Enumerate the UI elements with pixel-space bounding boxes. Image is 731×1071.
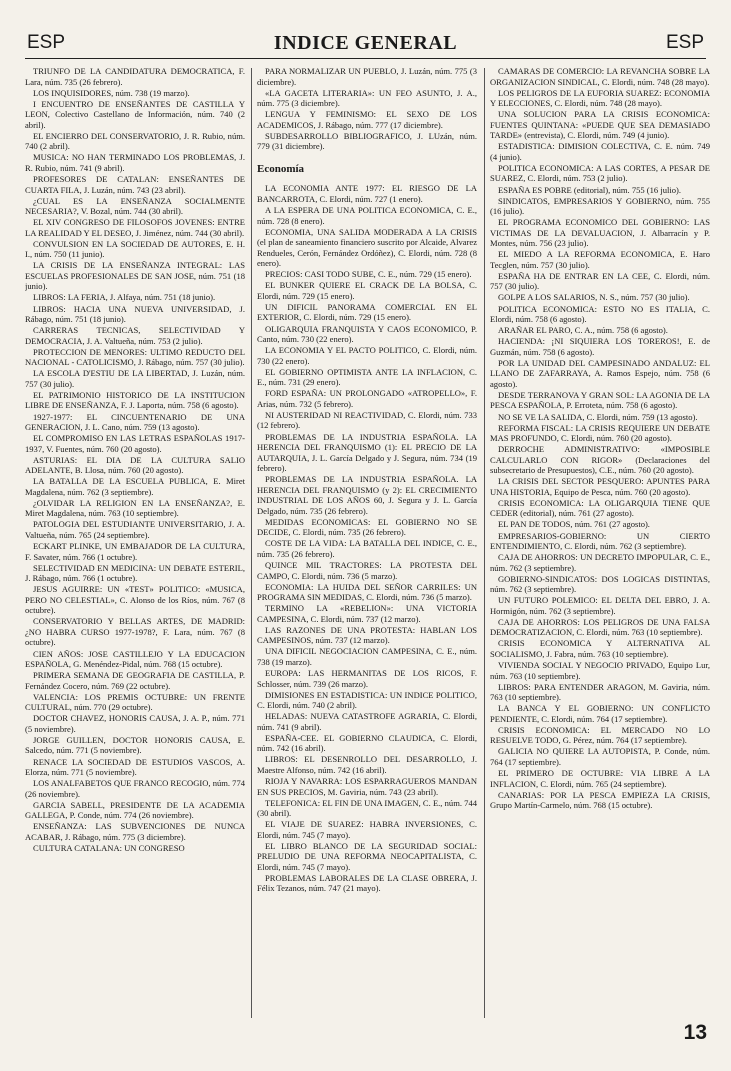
- index-entry: PROTECCION DE MENORES: ULTIMO REDUCTO DEL NACIONAL - CATOLICISMO, J. Rábago, núm. 757 (30 julio).: [25, 346, 245, 368]
- index-entry: RIOJA Y NAVARRA: LOS ESPARRAGUEROS MANDAN EN SUS PRECIOS, M. Gaviria, núm. 743 (23 abril).: [257, 776, 477, 797]
- index-entry: ARAÑAR EL PARO, C. A., núm. 758 (6 agosto).: [498, 325, 668, 336]
- index-entry: CARRERAS TECNICAS, SELECTIVIDAD Y DEMOCRACIA, J. A. Valtueña, núm. 753 (2 julio).: [25, 325, 245, 346]
- index-entry: ECONOMIA, UNA SALIDA MODERADA A LA CRISIS (el plan de saneamiento financiero suscrito por Alcaide, Alvarez Rendueles, Cerón, Fernández Ordóñez), C. Elordi, núm. 728 (8 enero).: [257, 226, 477, 269]
- index-entry: 1927-1977: EL CINCUENTENARIO DE UNA GENERACION, J. L. Cano, núm. 759 (13 agosto).: [25, 411, 245, 433]
- index-entry: VALENCIA: LOS PREMIS OCTUBRE: UN FRENTE CULTURAL, núm. 770 (29 octubre).: [25, 691, 245, 713]
- index-entry: ECONOMIA: LA HUIDA DEL SEÑOR CARRILES: UN PROGRAMA SIN MEDIDAS, C. Elordi, núm. 736 (5 marzo).: [257, 581, 477, 603]
- column-2: [257, 66, 477, 1026]
- index-entry: SELECTIVIDAD EN MEDICINA: UN DEBATE ESTERIL, J. Rábago, núm. 766 (1 octubre).: [25, 562, 245, 584]
- index-entry: LA ECONOMIA ANTE 1977: EL RIESGO DE LA BANCARROTA, C. Elordi, núm. 727 (1 enero).: [257, 183, 477, 204]
- index-entry: POLITICA ECONOMICA: ESTO NO ES ITALIA, C. Elordi, núm. 758 (6 agosto).: [490, 303, 710, 325]
- index-entry: SUBDESARROLLO BIBLIOGRAFICO, J. LUzán, núm. 779 (31 diciembre).: [257, 130, 477, 152]
- index-entry: PROBLEMAS DE LA INDUSTRIA ESPAÑOLA. LA HERENCIA DEL FRANQUISMO (y 2): EL CRECIMIENTO INDUSTRIAL DE LOS AÑOS 60, J. Segura y J. L. García Delgado, núm. 735 (26 febrero).: [257, 474, 477, 516]
- index-entry: ¿OLVIDAR LA RELIGION EN LA ENSEÑANZA?, E. Miret Magdalena, núm. 763 (10 septiembre).: [25, 497, 245, 519]
- index-entry: EL VIAJE DE SUAREZ: HABRA INVERSIONES, C. Elordi, núm. 745 (7 mayo).: [257, 819, 477, 840]
- index-entry: DERROCHE ADMINISTRATIVO: «IMPOSIBLE CALCULARLO CON RIGOR» (Declaraciones del subsecretario de Presupuestos), C.E., núm. 760 (20 agosto).: [490, 444, 710, 476]
- index-entry: LA BANCA Y EL GOBIERNO: UN CONFLICTO PENDIENTE, C. Elordi, núm. 764 (17 septiembre).: [490, 703, 710, 724]
- index-entry: PRIMERA SEMANA DE GEOGRAFIA DE CASTILLA, P. Fernández Cocero, núm. 769 (22 octubre).: [25, 670, 245, 691]
- index-entry: HELADAS: NUEVA CATASTROFE AGRARIA, C. Elordi, núm. 741 (9 abril).: [257, 711, 477, 732]
- index-entry: CONVULSION EN LA SOCIEDAD DE AUTORES, E. H. I., núm. 750 (11 junio).: [25, 238, 245, 260]
- index-entry: LAS RAZONES DE UNA PROTESTA: HABLAN LOS CAMPESINOS, núm. 737 (12 marzo).: [257, 624, 477, 646]
- index-entry: NO SE VE LA SALIDA, C. Elordi, núm. 759 (13 agosto).: [498, 411, 698, 422]
- index-entry: LIBROS: EL DESENROLLO DEL DESARROLLO, J. Maestre Alfonso, núm. 742 (16 abril).: [257, 754, 477, 775]
- column-divider: [251, 68, 252, 1018]
- index-entry: EL BUNKER QUIERE EL CRACK DE LA BOLSA, C. Elordi, núm. 729 (15 enero).: [257, 280, 477, 301]
- index-entry: LA CRISIS DEL SECTOR PESQUERO: APUNTES PARA UNA HISTORIA, Equipo de Pesca, núm. 760 (20 agosto).: [490, 476, 710, 497]
- index-entry: UNA SOLUCION PARA LA CRISIS ECONOMICA: FUENTES QUINTANA: «PUEDE QUE SEA DEMASIADO TARDE» (entrevista), C. Elordi, núm. 749 (4 junio).: [490, 109, 710, 141]
- column-2-culture-entries: [257, 66, 477, 152]
- index-entry: LIBROS: LA FERIA, J. Alfaya, núm. 751 (18 junio).: [33, 292, 216, 303]
- index-entry: GARCIA SABELL, PRESIDENTE DE LA ACADEMIA GALLEGA, P. Conde, núm. 774 (26 noviembre).: [25, 799, 245, 821]
- column-divider: [484, 68, 485, 1018]
- index-entry: PROBLEMAS LABORALES DE LA CLASE OBRERA, J. Félix Tezanos, núm. 747 (21 mayo).: [257, 872, 477, 894]
- index-entry: DESDE TERRANOVA Y GRAN SOL: LA AGONIA DE LA PESCA ESPAÑOLA, P. Erroteta, núm. 758 (6 agosto).: [490, 389, 710, 411]
- index-entry: HACIENDA: ¡NI SIQUIERA LOS TOREROS!, E. de Guzmán, núm. 758 (6 agosto).: [490, 336, 710, 357]
- index-entry: ASTURIAS: EL DIA DE LA CULTURA SALIO ADELANTE, B. Llosa, núm. 760 (20 agosto).: [25, 454, 245, 476]
- index-entry: A LA ESPERA DE UNA POLITICA ECONOMICA, C. E., núm. 728 (8 enero).: [257, 205, 477, 226]
- index-entry: PARA NORMALIZAR UN PUEBLO, J. Luzán, núm. 775 (3 diciembre).: [257, 66, 477, 87]
- index-entry: LA ESCOLA D'ESTIU DE LA LIBERTAD, J. Luzán, núm. 757 (30 julio).: [25, 368, 245, 389]
- index-entry: UNA DIFICIL NEGOCIACION CAMPESINA, C. E., núm. 738 (19 marzo).: [257, 646, 477, 667]
- index-entry: UN FUTURO POLEMICO: EL DELTA DEL EBRO, J. A. Hormigón, núm. 762 (3 septiembre).: [490, 595, 710, 616]
- index-entry: TRIUNFO DE LA CANDIDATURA DEMOCRATICA, F. Lara, núm. 735 (26 febrero).: [25, 66, 245, 87]
- index-entry: ENSEÑANZA: LAS SUBVENCIONES DE NUNCA ACABAR, J. Rábago, núm. 775 (3 diciembre).: [25, 821, 245, 842]
- section-title-economia: Economía: [257, 162, 305, 175]
- index-entry: DIMISIONES EN ESTADISTICA: UN INDICE POLITICO, C. Elordi, núm. 740 (2 abril).: [257, 689, 477, 711]
- index-entry: I ENCUENTRO DE ENSEÑANTES DE CASTILLA Y LEON, Colectivo Castellano de Información, núm. 740 (2 abril).: [25, 98, 245, 130]
- index-entry: ESPAÑA-CEE. EL GOBIERNO CLAUDICA, C. Elordi, núm. 742 (16 abril).: [257, 732, 477, 754]
- index-entry: ESPAÑA ES POBRE (editorial), núm. 755 (16 julio).: [498, 184, 681, 195]
- index-entry: TELEFONICA: EL FIN DE UNA IMAGEN, C. E., núm. 744 (30 abril).: [257, 797, 477, 819]
- index-entry: EL LIBRO BLANCO DE LA SEGURIDAD SOCIAL: PRELUDIO DE UNA REFORMA NEOCAPITALISTA, C. Elordi, núm. 745 (7 mayo).: [257, 840, 477, 872]
- index-entry: POLITICA ECONOMICA: A LAS CORTES, A PESAR DE SUAREZ, C. Elordi, núm. 753 (2 julio).: [490, 162, 710, 184]
- index-entry: PROFESORES DE CATALAN: ENSEÑANTES DE CUARTA FILA, J. Luzán, núm. 743 (23 abril).: [25, 173, 245, 195]
- index-entry: LOS INQUISIDORES, núm. 738 (19 marzo).: [33, 87, 190, 98]
- index-entry: EL PRIMERO DE OCTUBRE: VIA LIBRE A LA INFLACION, C. Elordi, núm. 765 (24 septiembre).: [490, 768, 710, 789]
- index-entry: CRISIS ECONOMICA Y ALTERNATIVA AL SOCIALISMO, J. Fabra, núm. 763 (10 septiembre).: [490, 638, 710, 660]
- index-entry: EL GOBIERNO OPTIMISTA ANTE LA INFLACION, C. E., núm. 731 (29 enero).: [257, 366, 477, 388]
- index-entry: UN DIFICIL PANORAMA COMERCIAL EN EL EXTERIOR, C. Elordi, núm. 729 (15 enero).: [257, 301, 477, 323]
- page-header: [25, 30, 706, 59]
- index-entry: LOS PELIGROS DE LA EUFORIA SUAREZ: ECONOMIA Y ELECCIONES, C. Elordi, núm. 748 (28 mayo).: [490, 87, 710, 109]
- index-entry: POR LA UNIDAD DEL CAMPESINADO ANDALUZ: EL LLANO DE ZAFARRAYA, A. Ramos Espejo, núm. 758 (6 agosto).: [490, 357, 710, 389]
- index-entry: QUINCE MIL TRACTORES: LA PROTESTA DEL CAMPO, C. Elordi, núm. 736 (5 marzo).: [257, 560, 477, 581]
- index-entry: GALICIA NO QUIERE LA AUTOPISTA, P. Conde, núm. 764 (17 septiembre).: [490, 746, 710, 767]
- index-entry: EL COMPROMISO EN LAS LETRAS ESPAÑOLAS 1917-1937, V. Fuentes, núm. 760 (20 agosto).: [25, 433, 245, 454]
- index-entry: CRISIS ECONOMICA: LA OLIGARQUIA TIENE QUE CEDER (editorial), núm. 761 (27 agosto).: [490, 497, 710, 519]
- column-1: [25, 66, 245, 1026]
- index-entry: ¿CUAL ES LA ENSEÑANZA SOCIALMENTE NECESARIA?, V. Bozal, núm. 744 (30 abril).: [25, 195, 245, 217]
- index-entry: VIVIENDA SOCIAL Y NEGOCIO PRIVADO, Equipo Lur, núm. 763 (10 septiembre).: [490, 660, 710, 681]
- index-entry: SINDICATOS, EMPRESARIOS Y GOBIERNO, núm. 755 (16 julio).: [490, 195, 710, 217]
- index-entry: GOBIERNO-SINDICATOS: DOS LOGICAS DISTINTAS, núm. 762 (3 septiembre).: [490, 573, 710, 595]
- index-entry: ESTADISTICA: DIMISION COLECTIVA, C. E. núm. 749 (4 junio).: [490, 141, 710, 162]
- index-entry: PROBLEMAS DE LA INDUSTRIA ESPAÑOLA. LA HERENCIA DEL FRANQUISMO (1): EL PRECIO DE LA AUTARQUIA, J. L. García Delgado y J. Segura, núm. 734 (19 febrero).: [257, 431, 477, 474]
- index-entry: CULTURA CATALANA: UN CONGRESO: [33, 842, 185, 853]
- page-number: 13: [683, 1021, 707, 1044]
- index-entry: EL PATRIMONIO HISTORICO DE LA INSTITUCION LIBRE DE ENSEÑANZA, F. J. Laporta, núm. 758 (6 agosto).: [25, 389, 245, 411]
- index-entry: COSTE DE LA VIDA: LA BATALLA DEL INDICE, C. E., núm. 735 (26 febrero).: [257, 538, 477, 560]
- index-entry: EL PAN DE TODOS, núm. 761 (27 agosto).: [498, 519, 650, 530]
- index-entry: LOS ANALFABETOS QUE FRANCO RECOGIO, núm. 774 (26 noviembre).: [25, 778, 245, 799]
- index-entry: CANARIAS: POR LA PESCA EMPIEZA LA CRISIS, Grupo Martín-Carmelo, núm. 768 (15 octubre).: [490, 789, 710, 811]
- index-entry: EL MIEDO A LA REFORMA ECONOMICA, E. Haro Tecglen, núm. 757 (30 julio).: [490, 249, 710, 270]
- index-entry: NI AUSTERIDAD NI REACTIVIDAD, C. Elordi, núm. 733 (12 febrero).: [257, 409, 477, 431]
- index-entry: RENACE LA SOCIEDAD DE ESTUDIOS VASCOS, A. Elorza, núm. 771 (5 noviembre).: [25, 756, 245, 778]
- index-entry: «LA GACETA LITERARIA»: UN FEO ASUNTO, J. A., núm. 775 (3 diciembre).: [257, 87, 477, 109]
- index-entry: LIBROS: PARA ENTENDER ARAGON, M. Gaviria, núm. 763 (10 septiembre).: [490, 681, 710, 703]
- index-entry: EMPRESARIOS-GOBIERNO: UN CIERTO ENTENDIMIENTO, C. Elordi, núm. 762 (3 septiembre).: [490, 530, 710, 552]
- column-3: [490, 66, 710, 1026]
- header-right-label: ESP: [665, 32, 704, 53]
- index-entry: DOCTOR CHAVEZ, HONORIS CAUSA, J. A. P., núm. 771 (5 noviembre).: [25, 713, 245, 734]
- index-columns: [25, 66, 710, 1026]
- index-entry: OLIGARQUIA FRANQUISTA Y CAOS ECONOMICO, P. Canto, núm. 730 (22 enero).: [257, 323, 477, 345]
- index-entry: EL ENCIERRO DEL CONSERVATORIO, J. R. Rubio, núm. 740 (2 abril).: [25, 130, 245, 152]
- index-entry: LENGUA Y FEMINISMO: EL SEXO DE LOS ACADEMICOS, J. Rábago, núm. 777 (17 diciembre).: [257, 109, 477, 130]
- index-entry: EL XIV CONGRESO DE FILOSOFOS JOVENES: ENTRE LA REALIDAD Y EL DESEO, J. Jiménez, núm. 744 (30 abril).: [25, 217, 245, 238]
- index-entry: LA ECONOMIA Y EL PACTO POLITICO, C. Elordi, núm. 730 (22 enero).: [257, 345, 477, 366]
- index-entry: MUSICA: NO HAN TERMINADO LOS PROBLEMAS, J. R. Rubio, núm. 741 (9 abril).: [25, 152, 245, 173]
- index-entry: REFORMA FISCAL: LA CRISIS REQUIERE UN DEBATE MAS PROFUNDO, C. Elordi, núm. 760 (20 agosto).: [490, 422, 710, 444]
- index-entry: EL PROGRAMA ECONOMICO DEL GOBIERNO: LAS VICTIMAS DE LA DEVALUACION, J. Albarracín y P. Montes, núm. 756 (23 julio).: [490, 217, 710, 249]
- index-entry: JESUS AGUIRRE: UN «TEST» POLITICO: «MUSICA, PERO NO CELESTIAL», C. Alonso de los Ríos, núm. 767 (8 octubre).: [25, 584, 245, 616]
- index-entry: LA BATALLA DE LA ESCUELA PUBLICA, E. Miret Magdalena, núm. 762 (3 septiembre).: [25, 476, 245, 497]
- index-entry: LA CRISIS DE LA ENSEÑANZA INTEGRAL: LAS ESCUELAS PROFESIONALES DE SAN JOSE, núm. 751 (18 junio).: [25, 260, 245, 292]
- header-left-label: ESP: [27, 32, 66, 53]
- index-entry: CRISIS ECONOMICA: EL MERCADO NO LO RESUELVE TODO, G. Pérez, núm. 764 (17 septiembre).: [490, 724, 710, 746]
- index-entry: CAJA DE AHORROS: UN DECRETO IMPOPULAR, C. E., núm. 762 (3 septiembre).: [490, 552, 710, 573]
- index-entry: PRECIOS: CASI TODO SUBE, C. E., núm. 729 (15 enero).: [265, 269, 472, 280]
- index-entry: ECKART PLINKE, UN EMBAJADOR DE LA CULTURA, F. Savater, núm. 766 (1 octubre).: [25, 541, 245, 562]
- index-entry: CAMARAS DE COMERCIO: LA REVANCHA SOBRE LA ORGANIZACION SINDICAL, C. Elordi, núm. 748 (28 mayo).: [490, 66, 710, 87]
- index-entry: LIBROS: HACIA UNA NUEVA UNIVERSIDAD, J. Rábago, núm. 751 (18 junio).: [25, 303, 245, 325]
- index-entry: ESPAÑA HA DE ENTRAR EN LA CEE, C. Elordi, núm. 757 (30 julio).: [490, 270, 710, 292]
- index-entry: PATOLOGIA DEL ESTUDIANTE UNIVERSITARIO, J. A. Valtueña, núm. 765 (24 septiembre).: [25, 519, 245, 541]
- index-entry: CIEN AÑOS: JOSE CASTILLEJO Y LA EDUCACION ESPAÑOLA, G. Menéndez-Pidal, núm. 768 (15 octubre).: [25, 648, 245, 670]
- index-entry: TERMINO LA «REBELION»: UNA VICTORIA CAMPESINA, C. Elordi, núm. 737 (12 marzo).: [257, 603, 477, 624]
- index-entry: GOLPE A LOS SALARIOS, N. S., núm. 757 (30 julio).: [498, 292, 690, 303]
- index-entry: JORGE GUILLEN, DOCTOR HONORIS CAUSA, E. Salcedo, núm. 771 (5 noviembre).: [25, 734, 245, 756]
- index-entry: CAJA DE AHORROS: LOS PELIGROS DE UNA FALSA DEMOCRATIZACION, C. Elordi, núm. 763 (10 septiembre).: [490, 616, 710, 638]
- index-entry: CONSERVATORIO Y BELLAS ARTES, DE MADRID: ¿NO HABRA CURSO 1977-1978?, F. Lara, núm. 767 (8 octubre).: [25, 616, 245, 648]
- page-title: INDICE GENERAL: [273, 32, 458, 54]
- column-2-economy-entries: [257, 183, 477, 894]
- index-entry: EUROPA: LAS HERMANITAS DE LOS RICOS, F. Schlosser, núm. 739 (26 marzo).: [257, 668, 477, 689]
- index-entry: MEDIDAS ECONOMICAS: EL GOBIERNO NO SE DECIDE, C. Elordi, núm. 735 (26 febrero).: [257, 516, 477, 538]
- index-entry: FORD ESPAÑA: UN PROLONGADO «ATROPELLO», F. Arias, núm. 732 (5 febrero).: [257, 388, 477, 409]
